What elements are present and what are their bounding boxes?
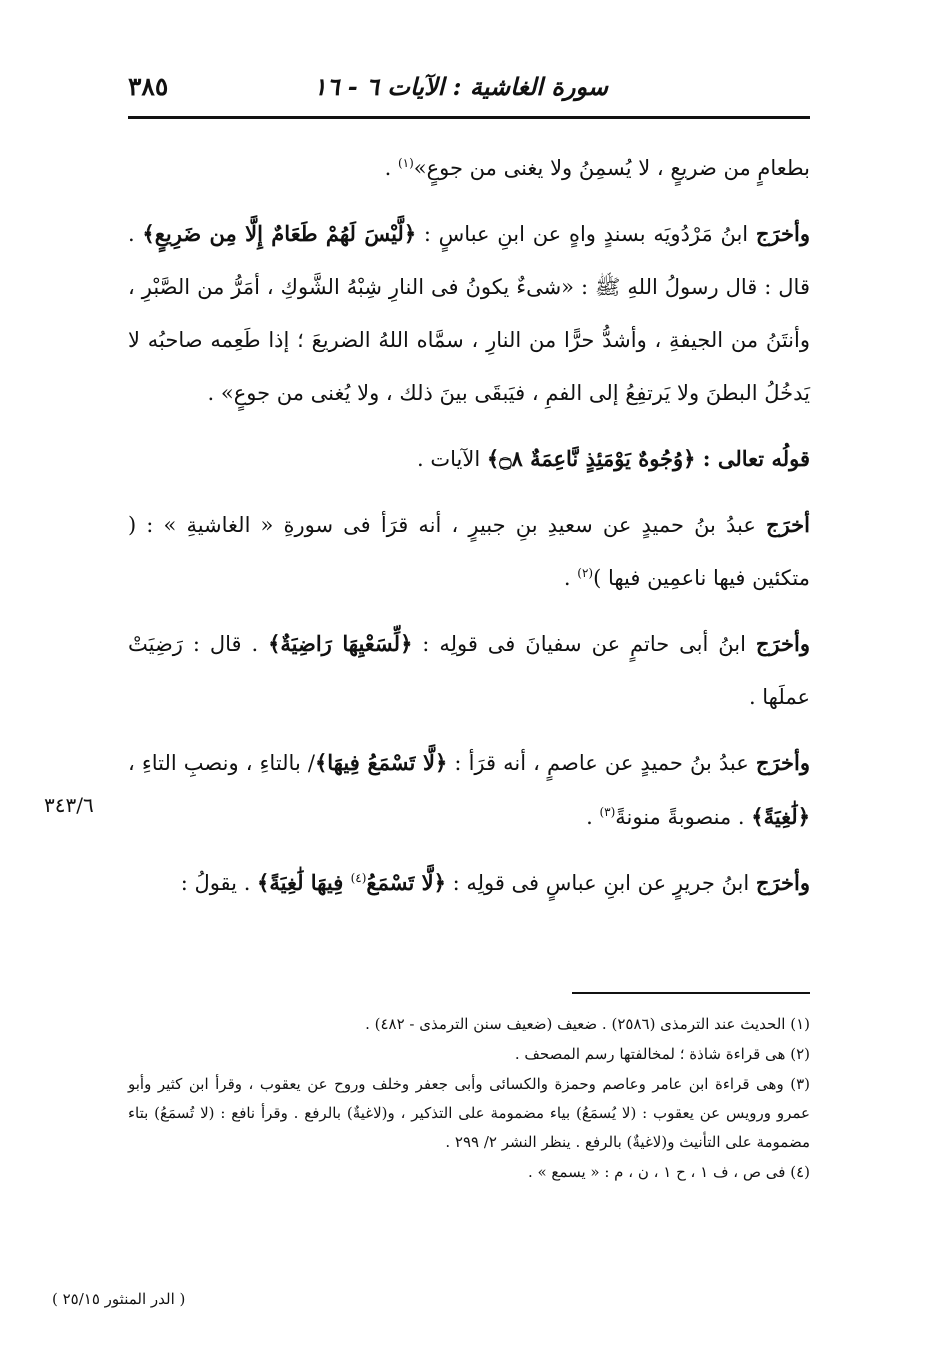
quran-quote: ﴿لَٰغِيَةً﴾ — [751, 804, 810, 829]
margin-volume-page-note: ٣٤٣/٦ — [44, 793, 94, 817]
source-reference: ( الدر المنثور ٢٥/١٥ ) — [52, 1290, 186, 1308]
quran-quote: ﴿لَّيْسَ لَهُمْ طَعَامٌ إِلَّا مِن ضَرِيعٍ﴾ — [142, 221, 417, 246]
footnote-ref: (٤) — [350, 871, 367, 885]
paragraph-lead: وأخرَج — [755, 221, 810, 246]
footnote-2: (٢) هى قراءة شاذة ؛ لمخالفتها رسم المصحف . — [514, 1045, 810, 1063]
page-number: ٣٨٥ — [128, 72, 169, 101]
footnote-1: (١) الحديث عند الترمذى (٢٥٨٦) . ضعيف (ضعيف سنن الترمذى - ٤٨٢) . — [365, 1015, 810, 1033]
quran-quote: فِيهَا لَٰغِيَةً﴾ — [257, 870, 351, 895]
paragraph-6: وأخرَج عبدُ بنُ حميدٍ عن عاصمٍ ، أنه قرَأ : ﴿لَّا تَسْمَعُ فِيهَا﴾/ بالتاءِ ، ونصبِ التاءِ ، ﴿لَٰغِيَةً﴾ . منصوبةً منونةً$^{(٣)}$ . — [128, 750, 810, 829]
paragraph-5: وأخرَج ابنُ أبى حاتمٍ عن سفيانَ فى قولِه : ﴿لِّسَعْيِهَا رَاضِيَةٌ﴾ . قال : رَضِيَتْ عملَها . — [128, 631, 810, 709]
paragraph-lead: وأخرَج — [755, 631, 810, 656]
main-text — [128, 142, 810, 922]
footnote-separator — [572, 992, 810, 994]
paragraph-7: وأخرَج ابنُ جريرٍ عن ابنِ عباسٍ فى قولِه : ﴿لَّا تَسْمَعُ$^{(٤)}$ فِيهَا لَٰغِيَةً﴾ . يقولُ : — [180, 870, 810, 895]
footnote-ref: (٣) — [599, 805, 616, 819]
paragraph-lead: وأخرَج — [755, 750, 810, 775]
footnote-3: (٣) وهى قراءة ابن عامر وعاصم وحمزة والكسائى وأبى جعفر وخلف وروح عن يعقوب ، وقرأ ابن كثير وأبو عمرو ورويس عن يعقوب : (لا يُسمَعُ) بياء مضمومة على التذكير ، و(لاغيةٌ) بالرفع . وقرأ نافع : (لا تُسمَعُ) بتاء مضمومة على التأنيث و(لاغيةٌ) بالرفع . ينظر النشر ٢/ ٢٩٩ . — [128, 1075, 810, 1151]
quran-quote: ﴿لِّسَعْيِهَا رَاضِيَةٌ﴾ — [268, 631, 413, 656]
paragraph-lead: أخرَج — [766, 512, 810, 537]
paragraph-2: وأخرَج ابنُ مَرْدُويَه بسندٍ واهٍ عن ابنِ عباسٍ : ﴿لَّيْسَ لَهُمْ طَعَامٌ إِلَّا مِن ضَرِيعٍ﴾ . قال : قال رسولُ اللهِ ﷺ : «شىءٌ يكونُ فى النارِ شِبْهُ الشَّوكِ ، أمَرُّ من الصَّبْرِ ، وأنتَنُ من الجيفةِ ، وأشدُّ حرًّا من النارِ ، سمَّاه اللهُ الضريعَ ؛ إذا طَعِمه صاحبُه لا يَدخُلُ البطنَ ولا يَرتفِعُ إلى الفمِ ، فيَبقَى بينَ ذلك ، ولا يُغنى من جوعٍ» . — [128, 221, 810, 405]
header-rule — [128, 116, 810, 119]
page-header — [128, 68, 808, 108]
paragraph-lead: قولُه تعالى : — [695, 446, 810, 471]
quran-quote: ﴿لَّا تَسْمَعُ فِيهَا﴾ — [314, 750, 448, 775]
paragraph-4: أخرَج عبدُ بنُ حميدٍ عن سعيدِ بنِ جبيرٍ ، أنه قرَأ فى سورةِ « الغاشيةِ » : ( متكئين فيها ناعمِين فيها )$^{(٢)}$ . — [128, 512, 810, 590]
quran-quote: ﴿لَّا تَسْمَعُ — [366, 870, 446, 895]
paragraph-lead: وأخرَج — [755, 870, 810, 895]
footnotes — [128, 1010, 810, 1188]
paragraph-1: بطعامٍ من ضريعٍ ، لا يُسمِنُ ولا يغنى من جوعٍ»$^{(١)}$ . — [384, 156, 810, 180]
paragraph-3: قولُه تعالى : ﴿وُجُوهٌ يَوْمَئِذٍ نَّاعِمَةٌ ۝٨﴾ الآيات . — [417, 446, 810, 471]
quran-quote: ﴿وُجُوهٌ يَوْمَئِذٍ نَّاعِمَةٌ ۝٨﴾ — [486, 446, 696, 471]
footnote-ref: (١) — [397, 156, 414, 170]
footnote-ref: (٢) — [577, 566, 594, 580]
footnote-4: (٤) فى ص ، ف ١ ، ح ١ ، ن ، م : « يسمع » . — [527, 1163, 810, 1181]
running-title: سورة الغاشية : الآيات ٦ - ١٦ — [313, 72, 608, 101]
